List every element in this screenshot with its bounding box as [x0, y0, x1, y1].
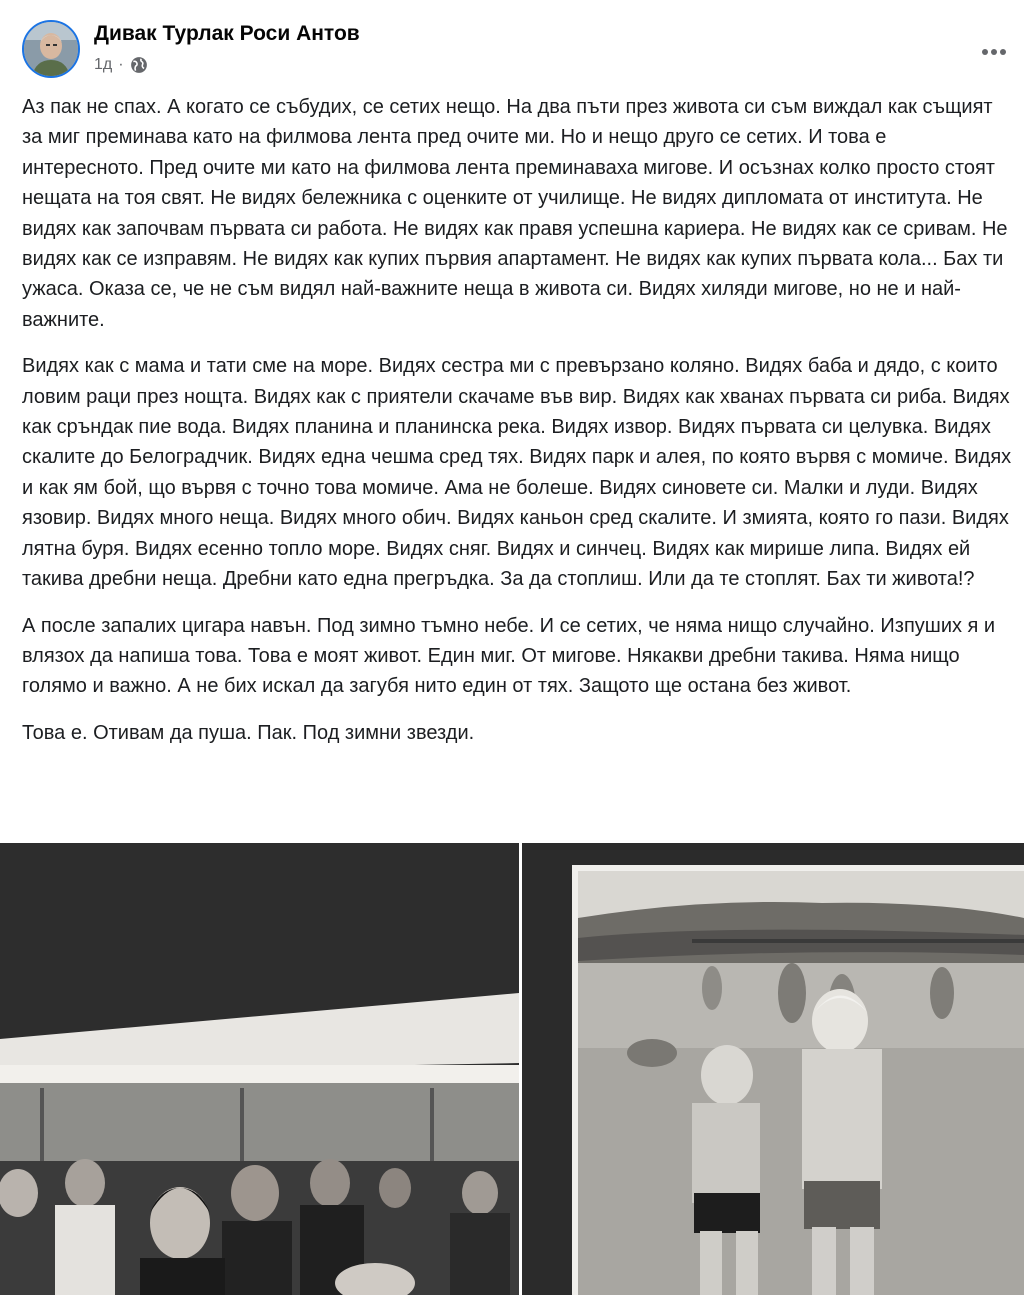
post-paragraph-3: А после запалих цигара навън. Под зимно тъмно небе. И се сетих, че няма нищо случайно. Изпуших я и влязох да напиша това. Това е моят живот. Един миг. От мигове. Някакви дребни такива. Няма нищо голямо и важно. А не бих искал да загубя нито един от тях. Защото ще остана без живот.	[22, 614, 996, 698]
post-timestamp[interactable]: 1д	[94, 56, 113, 73]
post-meta	[94, 54, 148, 76]
avatar[interactable]	[22, 20, 80, 78]
photo-children-beach[interactable]	[522, 843, 1024, 1295]
more-horizontal-icon	[981, 43, 1007, 61]
photo-grid	[0, 843, 1024, 1295]
globe-icon	[130, 56, 148, 74]
post-header	[22, 20, 1012, 84]
post-text	[22, 92, 1012, 764]
photo-group-dinner[interactable]	[0, 843, 519, 1295]
post-paragraph-4: Това е. Отивам да пуша. Пак. Под зимни звезди.	[22, 721, 475, 744]
author-name[interactable]: Дивак Турлак Роси Антов	[94, 22, 360, 45]
more-options-button[interactable]	[976, 34, 1012, 70]
post-paragraph-1: Аз пак не спах. А когато се събудих, се сетих нещо. На два пъти през живота си съм виждал как същият за миг преминава като на филмова лента пред очите ми. Но и нещо друго се сетих. И това е интересното. Пред очите ми като на филмова лента преминаваха мигове. И осъзнах колко просто стоят нещата на тоя свят. Не видях бележника с оценките от училище. Не видях дипломата от института. Не видях как започвам първата си работа. Не видях как правя успешна кариера. Не видях как се сривам. Не видях как се изправям. Не видях как купих първия апартамент. Не видях как купих първата кола... Бах ти ужаса. Оказа се, че не съм видял най-важните неща в живота си. Видях хиляди мигове, но не и най-важните.	[22, 96, 1008, 331]
post-paragraph-2: Видях как с мама и тати сме на море. Видях сестра ми с превързано коляно. Видях баба и дядо, с които ловим раци през нощта. Видях как с приятели скачаме във вир. Видях как хванах първата си риба. Видях как сръндак пие вода. Видях планина и планинска река. Видях извор. Видях първата си целувка. Видях скалите до Белоградчик. Видях една чешма сред тях. Видях парк и алея, по която вървя с момиче. Видях и как ям бой, що вървя с точно това момиче. Ама не болеше. Видях синовете си. Малки и луди. Видях язовир. Видях много неща. Видях много обич. Видях каньон сред скалите. И змията, която го пази. Видях лятна буря. Видях есенно топло море. Видях сняг. Видях и синчец. Видях как мирише липа. Видях ей такива дребни неща. Дребни като една прегръдка. За да стоплиш. Или да те стоплят. Бах ти живота!?	[22, 355, 1012, 591]
meta-separator: ·	[118, 56, 124, 73]
